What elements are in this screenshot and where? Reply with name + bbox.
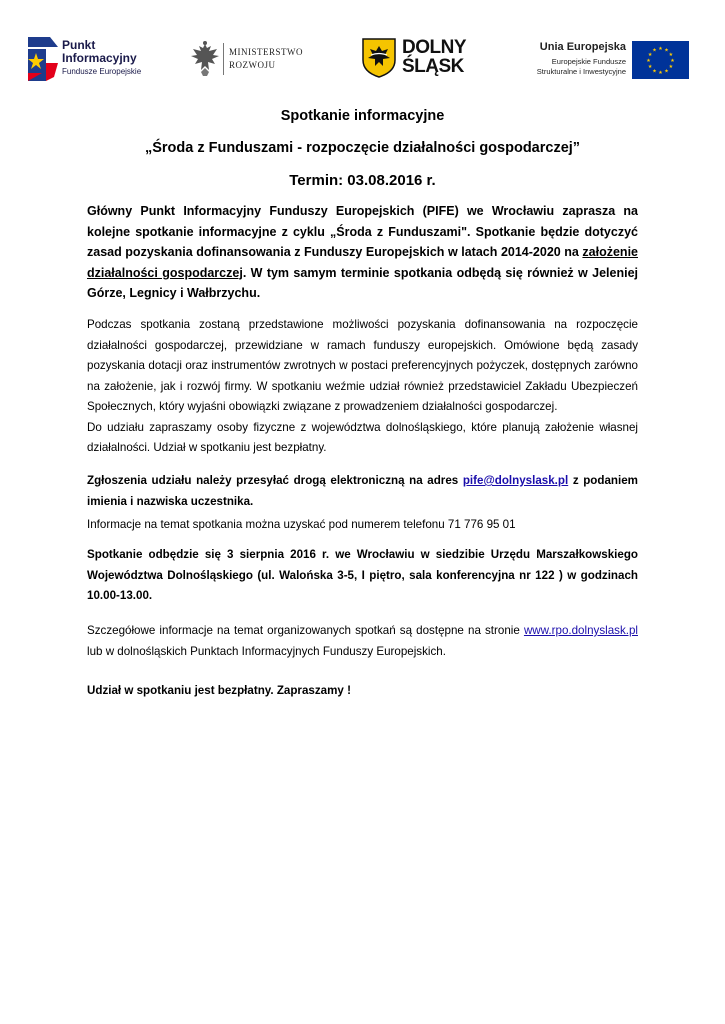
eagle-emblem-icon [189,40,221,78]
pife-logo-line3: Fundusze Europejskie [62,67,142,76]
meeting-date: Termin: 03.08.2016 r. [289,172,436,189]
svg-text:★: ★ [658,70,663,76]
eu-logo [528,38,693,82]
description-section [87,315,638,459]
registration-text-before: Zgłoszenia udziału należy przesyłać drogą elektroniczną na adres [87,474,463,487]
ministry-logo-line2: ROZWOJU [229,60,276,70]
svg-text:★: ★ [668,64,674,70]
pife-logo-line2: Informacyjny [62,51,137,65]
dolny-slask-logo-line1: DOLNY [402,37,466,58]
ministry-logo [189,40,309,80]
eu-flag-icon [632,41,689,79]
svg-text:★: ★ [652,68,657,75]
page-subtitle: „Środa z Funduszami - rozpoczęcie działalności gospodarczej” [144,140,581,156]
intro-text-part1: Główny Punkt Informacyjny Funduszy Europejskich (PIFE) we Wrocławiu zaprasza na kolejne spotkanie informacyjne z cyklu „Środa z Funduszami". Spotkanie będzie dotyczyć zasad pozyskania dofinansowania z Funduszy Europejskich w latach 2014-2020 na [87,204,638,259]
more-info-text-before: Szczegółowe informacje na temat organizowanych spotkań są dostępne na stronie [87,624,524,637]
registration-email-link[interactable]: pife@dolnyslask.pl [462,474,569,487]
more-info-paragraph [87,621,638,662]
more-info-text-after: lub w dolnośląskich Punktach Informacyjnych Funduszy Europejskich. [87,644,446,658]
eu-logo-line3: Strukturalne i Inwestycyjne [536,67,626,76]
logo-bar [0,0,725,100]
svg-text:★: ★ [652,47,657,54]
intro-paragraph [87,201,638,304]
ministry-logo-line1: MINISTERSTWO [229,47,303,57]
registration-text-after: z podaniem imienia i nazwiska uczestnika. [87,474,638,508]
svg-text:★: ★ [658,46,663,52]
dolny-slask-logo-line2: ŚLĄSK [402,56,464,77]
closing-paragraph: Udział w spotkaniu jest bezpłatny. Zapraszamy ! [87,684,351,697]
intro-underlined-topic: założenie działalności gospodarczej [87,245,638,280]
rpo-website-link[interactable]: www.rpo.dolnyslask.pl [523,624,638,637]
svg-text:★: ★ [668,52,674,58]
pife-logo [28,33,158,85]
svg-text:★: ★ [647,64,653,70]
svg-text:★: ★ [664,68,669,75]
dolny-slask-logo [362,38,480,80]
region-shield-icon [362,38,396,78]
intro-text-part2: . W tym samym terminie spotkania odbędą się również w Jeleniej Górze, Legnicy i Wałbrzychu. [87,265,639,300]
eu-logo-line2: Europejskie Fundusze [551,57,626,66]
description-paragraph-2: Do udziału zapraszamy osoby fizyczne z województwa dolnośląskiego, które planują założenie własnej działalności. Udział w spotkaniu jest bezpłatny. [87,420,638,454]
page-title: Spotkanie informacyjne [280,108,445,124]
registration-paragraph [87,471,638,512]
ministry-logo-divider [223,43,224,75]
svg-text:★: ★ [646,58,651,64]
svg-text:★: ★ [647,52,653,58]
pife-star-icon [28,33,58,81]
description-paragraph-1: Podczas spotkania zostaną przedstawione możliwości pozyskania dofinansowania na rozpoczęcie działalności gospodarczej, przewidziane w ramach funduszy europejskich. Omówione będą zasady pozyskania dotacji oraz instrumentów zwrotnych w postaci preferencyjnych pożyczek, dostępnych zarówno na założenie, jak i rozwój firmy. W spotkaniu weźmie udział również przedstawiciel Zakładu Ubezpieczeń Społecznych, który wyjaśni obowiązki związane z prowadzeniem działalności gospodarczej. [87,318,638,413]
svg-text:★: ★ [670,58,675,64]
pife-logo-line1: Punkt [62,38,96,52]
venue-paragraph: Spotkanie odbędzie się 3 sierpnia 2016 r. we Wrocławiu w siedzibie Urzędu Marszałkowskiego Województwa Dolnośląskiego (ul. Walońska 3-5, I piętro, sala konferencyjna nr 122 ) w godzinach 10.00-13.00. [87,548,638,602]
eu-logo-line1: Unia Europejska [539,41,626,53]
svg-text:★: ★ [664,47,669,54]
phone-info-paragraph: Informacje na temat spotkania można uzyskać pod numerem telefonu 71 776 95 01 [87,518,516,531]
